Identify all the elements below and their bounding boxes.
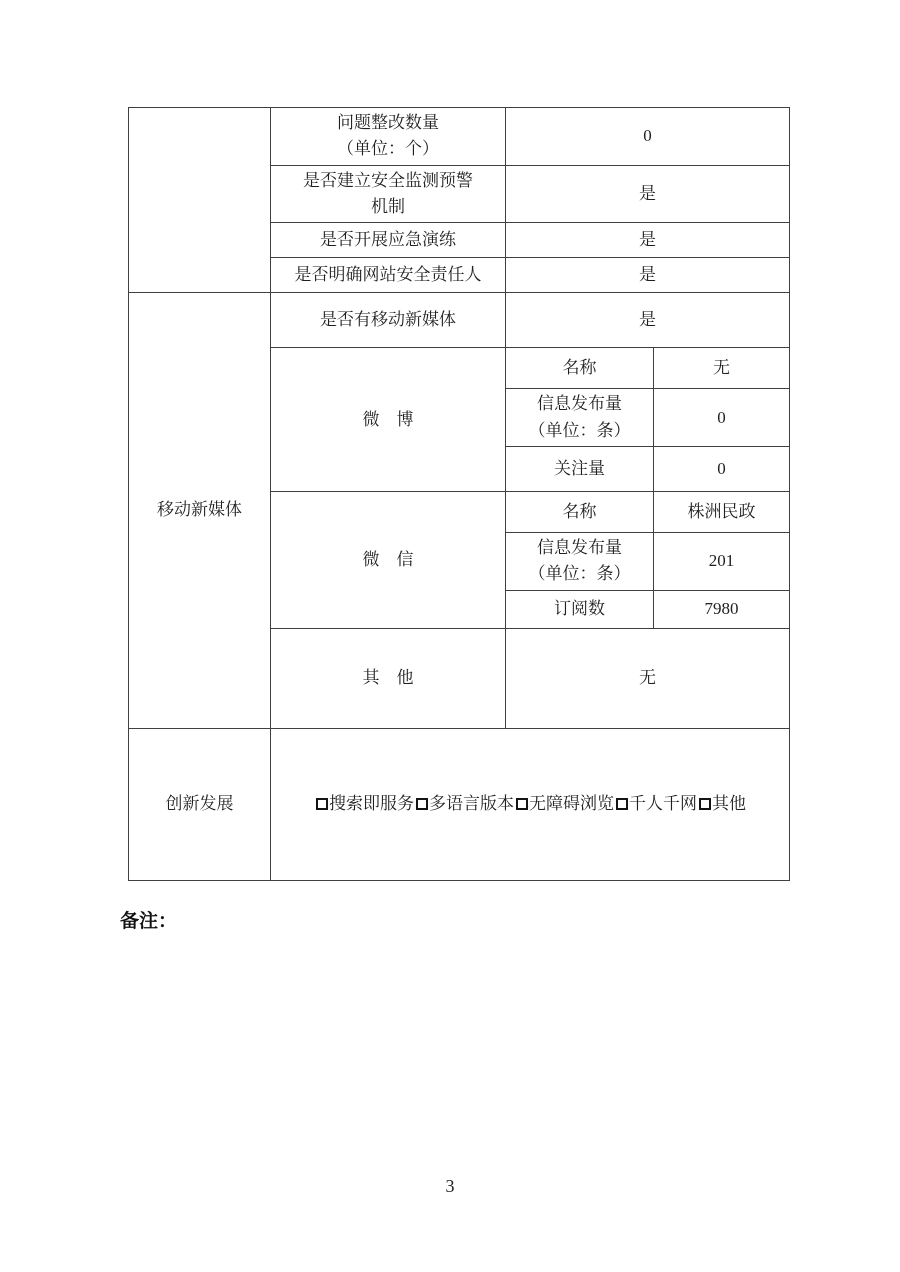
label-line: （单位：条） xyxy=(528,564,631,584)
group-cell-mobile-media: 移动新媒体 xyxy=(129,293,271,728)
label-line: 信息发布量 xyxy=(537,394,622,414)
value-cell: 无 xyxy=(654,348,790,389)
label-line: （单位：个） xyxy=(337,139,439,159)
notes-label: 备注： xyxy=(120,911,178,932)
value-cell: 是 xyxy=(506,258,790,293)
value-cell: 无 xyxy=(506,628,790,728)
innovation-options xyxy=(275,791,785,817)
value-cell: 是 xyxy=(506,165,790,223)
sublabel-cell: 名称 xyxy=(506,348,654,389)
value-cell: 0 xyxy=(654,447,790,492)
label-line: 信息发布量 xyxy=(537,538,622,558)
label-cell xyxy=(271,165,506,223)
report-table xyxy=(128,107,790,881)
value-cell: 7980 xyxy=(654,590,790,628)
label-cell-wechat: 微 信 xyxy=(271,492,506,629)
value-cell: 是 xyxy=(506,223,790,258)
option-label: 多语言版本 xyxy=(429,794,514,814)
sublabel-cell: 名称 xyxy=(506,492,654,533)
value-cell: 0 xyxy=(654,389,790,447)
table-row xyxy=(129,728,790,880)
label-cell-other: 其 他 xyxy=(271,628,506,728)
checkbox-icon xyxy=(416,798,428,810)
label-line: （单位：条） xyxy=(528,420,631,440)
option-label: 无障碍浏览 xyxy=(529,794,614,814)
checkbox-icon xyxy=(699,798,711,810)
label-cell: 是否明确网站安全责任人 xyxy=(271,258,506,293)
label-line: 是否建立安全监测预警 xyxy=(303,170,473,190)
sublabel-cell: 订阅数 xyxy=(506,590,654,628)
value-cell: 是 xyxy=(506,293,790,348)
label-cell: 是否开展应急演练 xyxy=(271,223,506,258)
value-cell: 0 xyxy=(506,108,790,166)
page-number: 3 xyxy=(445,1176,455,1196)
value-cell: 株洲民政 xyxy=(654,492,790,533)
table-row xyxy=(129,293,790,348)
sublabel-cell: 关注量 xyxy=(506,447,654,492)
checkbox-icon xyxy=(616,798,628,810)
option-label: 其他 xyxy=(712,794,746,814)
innovation-options-cell xyxy=(271,728,790,880)
group-cell-empty xyxy=(129,108,271,293)
group-cell-innovation: 创新发展 xyxy=(129,728,271,880)
checkbox-icon xyxy=(516,798,528,810)
checkbox-icon xyxy=(316,798,328,810)
label-cell xyxy=(271,108,506,166)
option-label: 搜索即服务 xyxy=(329,794,414,814)
label-line: 机制 xyxy=(371,197,405,217)
label-cell: 是否有移动新媒体 xyxy=(271,293,506,348)
label-line: 问题整改数量 xyxy=(337,113,439,132)
option-label: 千人千网 xyxy=(629,794,697,814)
value-cell: 201 xyxy=(654,533,790,591)
sublabel-cell xyxy=(506,389,654,447)
label-cell-weibo: 微 博 xyxy=(271,348,506,492)
sublabel-cell xyxy=(506,533,654,591)
table-row xyxy=(129,108,790,166)
